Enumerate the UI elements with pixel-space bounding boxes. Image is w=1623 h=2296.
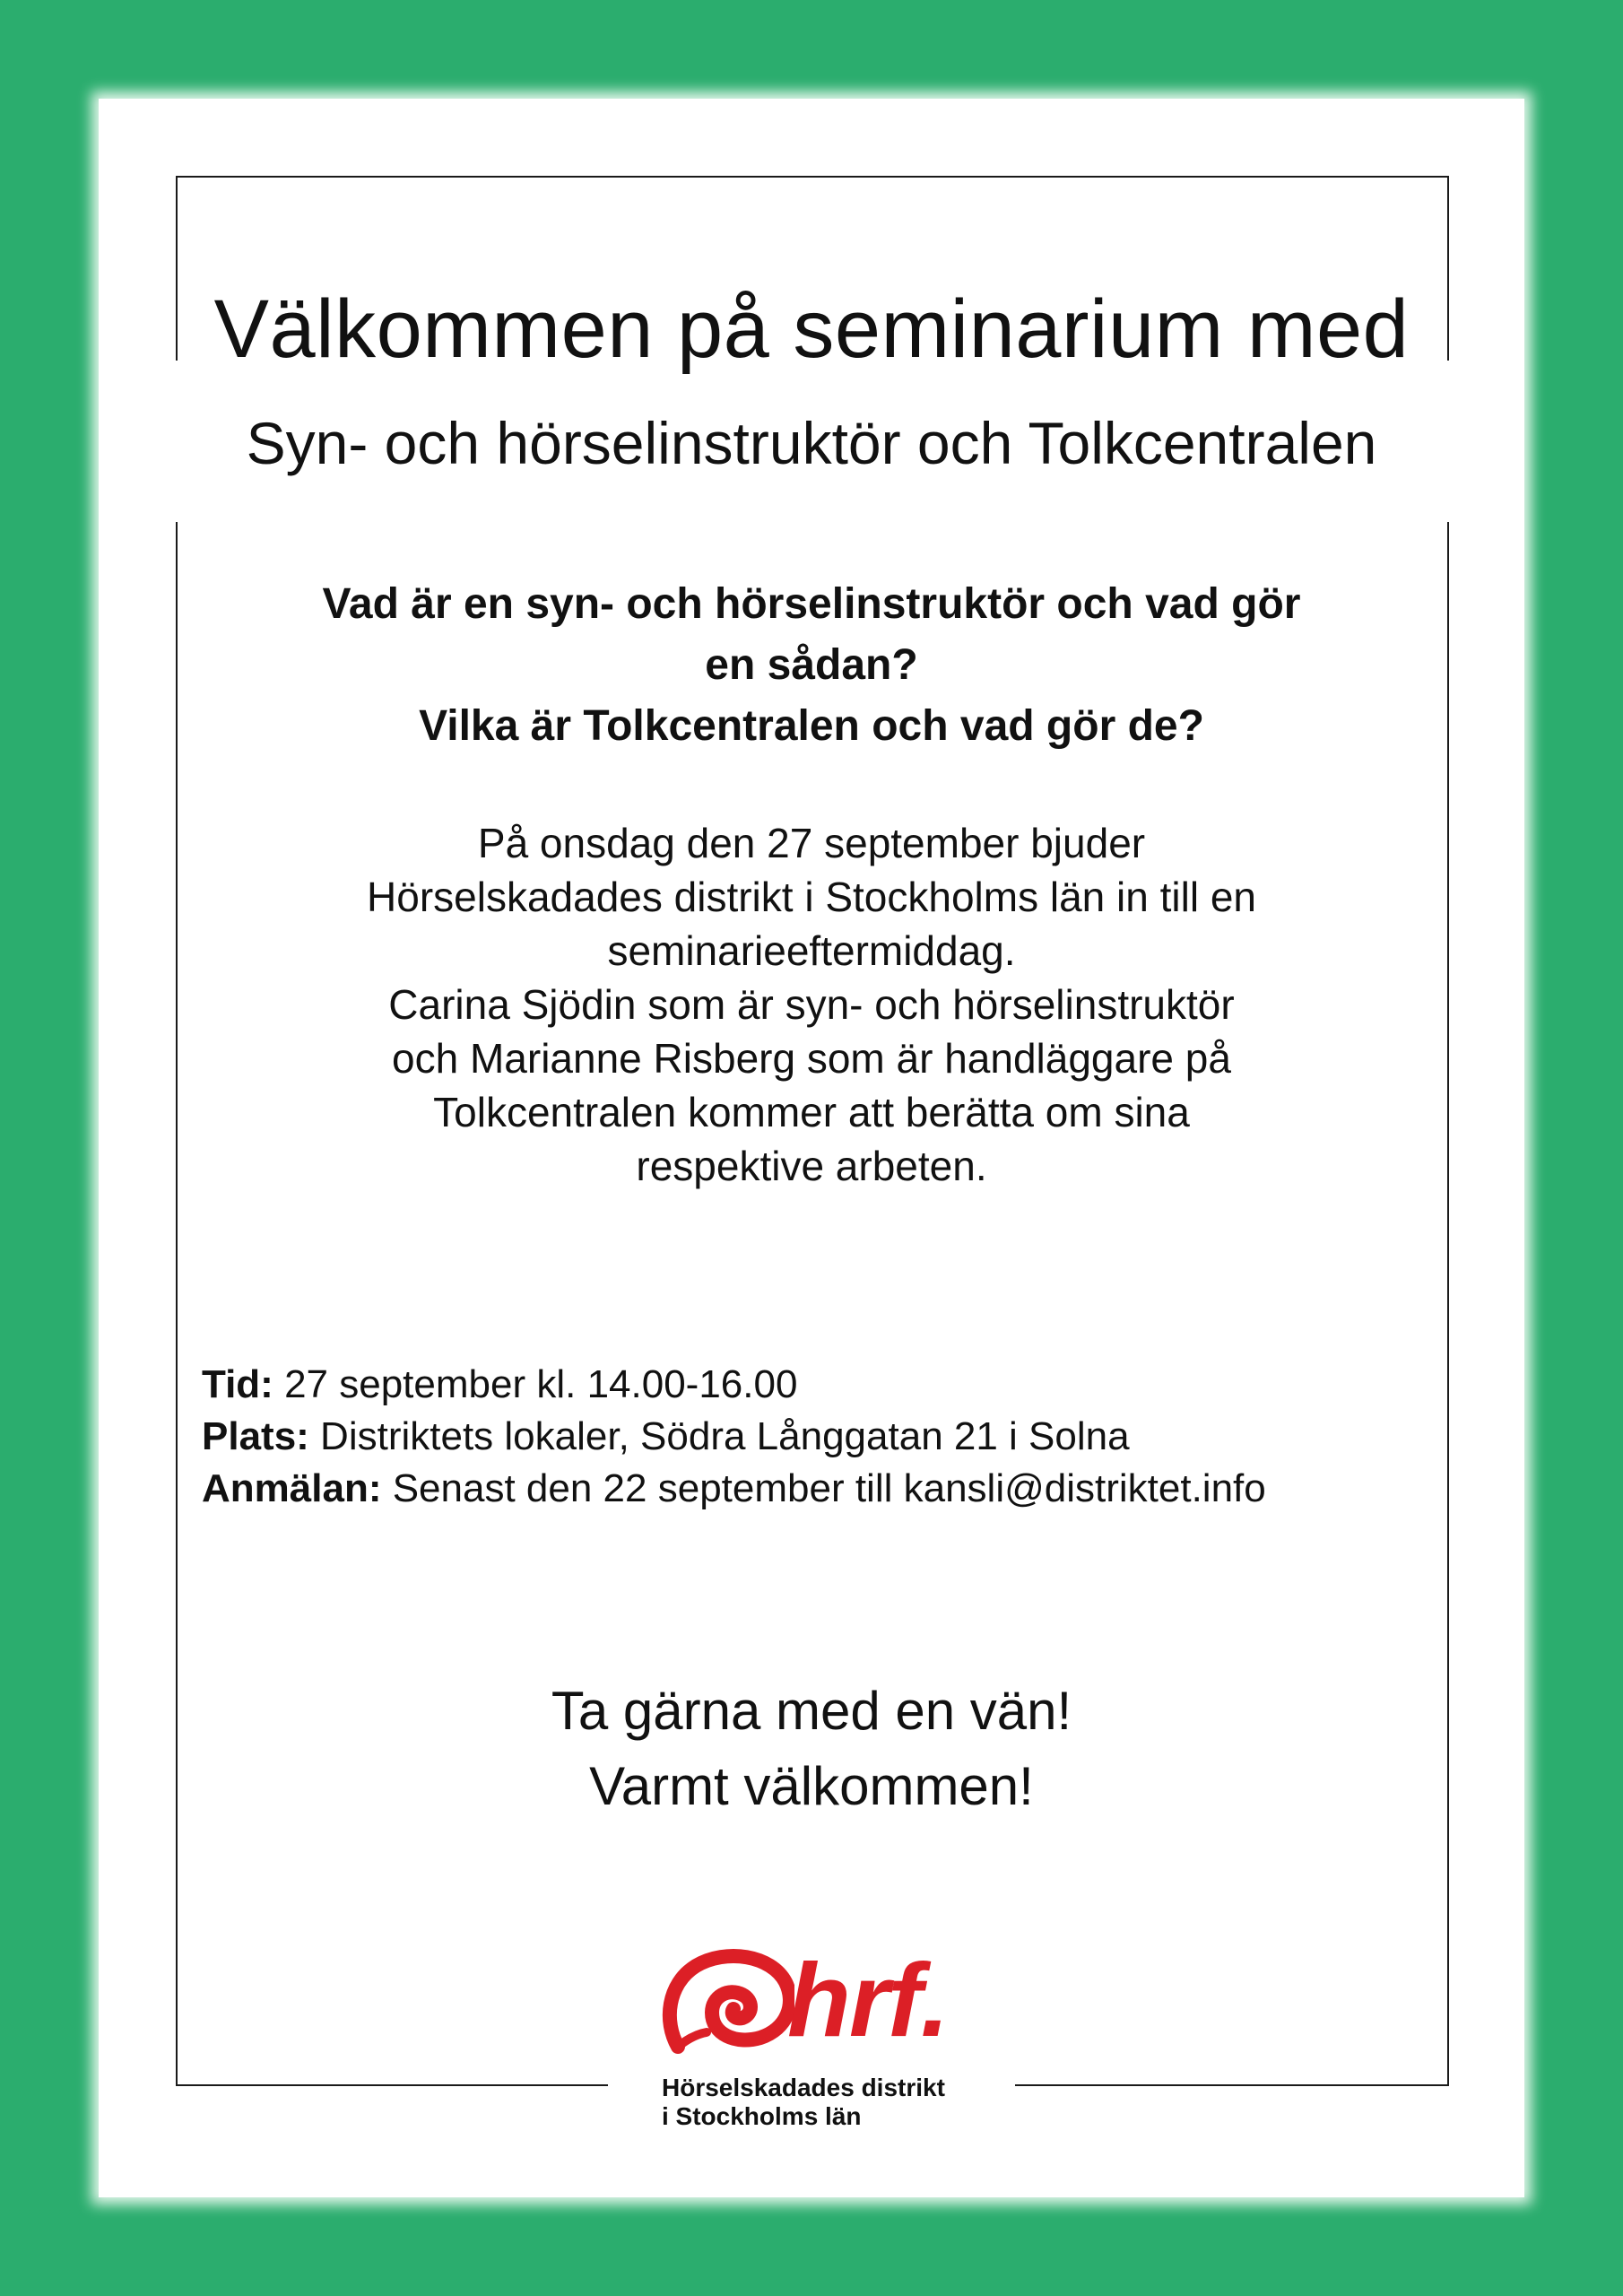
question-line: en sådan? [705, 641, 918, 689]
body-line: Carina Sjödin som är syn- och hörselinstruktör [388, 981, 1235, 1028]
detail-registration [202, 1463, 1266, 1515]
detail-time [202, 1359, 1266, 1411]
logo-org-line: Hörselskadades distrikt [662, 2074, 945, 2101]
hrf-logo [660, 1942, 965, 2130]
body-text [0, 816, 1623, 1193]
logo-org-name [662, 2074, 945, 2131]
body-line: Hörselskadades distrikt i Stockholms län in till en [367, 874, 1256, 920]
detail-time-label: Tid: [202, 1362, 273, 1406]
body-line: seminarieeftermiddag. [607, 927, 1016, 974]
body-line: respektive arbeten. [636, 1143, 987, 1189]
closing-line: Ta gärna med en vän! [551, 1681, 1072, 1741]
frame-top-line [176, 176, 1449, 178]
question-block [0, 574, 1623, 757]
detail-registration-label: Anmälan: [202, 1466, 382, 1510]
page-subtitle: Syn- och hörselinstruktör och Tolkcentralen [246, 410, 1377, 476]
closing-message [0, 1674, 1623, 1824]
question-line: Vad är en syn- och hörselinstruktör och vad gör [322, 580, 1301, 628]
closing-line: Varmt välkommen! [589, 1756, 1034, 1816]
question-line: Vilka är Tolkcentralen och vad gör de? [419, 702, 1204, 750]
detail-place-value: Distriktets lokaler, Södra Långgatan 21 i Solna [308, 1414, 1130, 1458]
frame-bottom-right [1015, 2084, 1449, 2086]
logo-org-line: i Stockholms län [662, 2102, 862, 2130]
detail-registration-value: Senast den 22 september till kansli@distriktet.info [381, 1466, 1266, 1510]
body-line: och Marianne Risberg som är handläggare på [392, 1035, 1231, 1082]
logo-wordmark: hrf. [787, 1942, 948, 2058]
event-details [202, 1359, 1266, 1515]
detail-time-value: 27 september kl. 14.00-16.00 [273, 1362, 798, 1406]
body-line: På onsdag den 27 september bjuder [477, 820, 1146, 866]
detail-place [202, 1411, 1266, 1463]
spiral-ear-icon [660, 1946, 794, 2054]
frame-bottom-left [176, 2084, 608, 2086]
body-line: Tolkcentralen kommer att berätta om sina [433, 1089, 1190, 1135]
page-title: Välkommen på seminarium med [213, 283, 1410, 375]
detail-place-label: Plats: [202, 1414, 309, 1458]
